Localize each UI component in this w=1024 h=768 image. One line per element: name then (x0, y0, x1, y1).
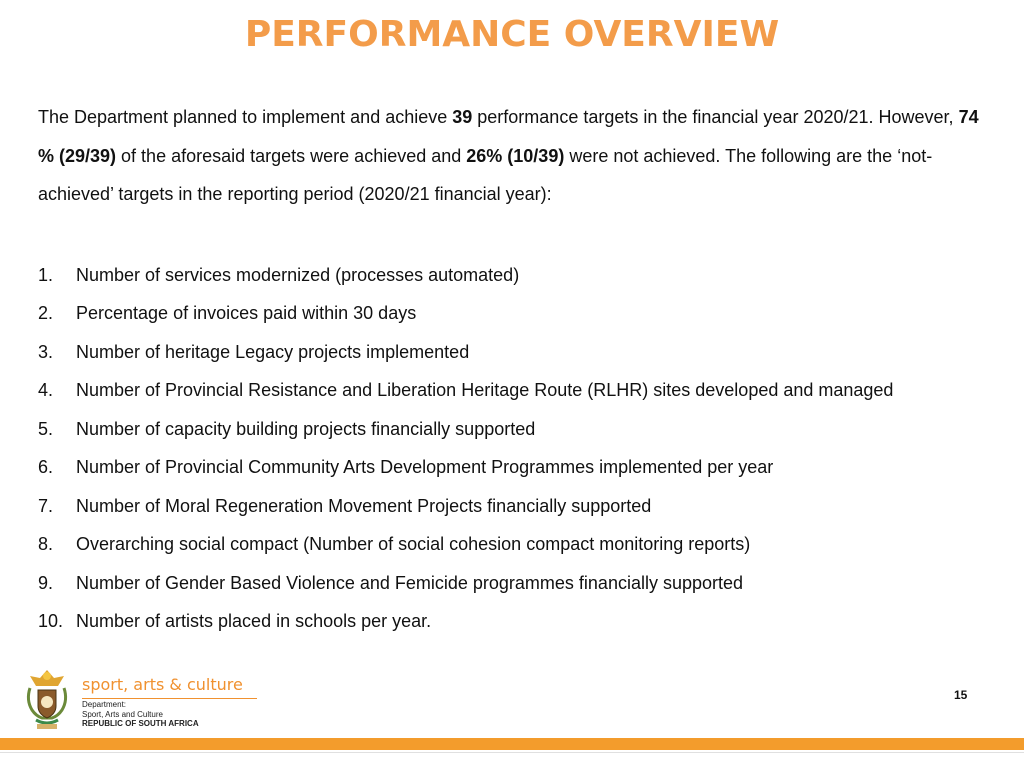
list-item-number: 5. (38, 418, 54, 439)
list-item (38, 487, 998, 526)
footer-accent-bar (0, 738, 1024, 750)
list-item-text: Number of capacity building projects financially supported (76, 418, 536, 439)
list-item (38, 256, 998, 295)
list-item-text: Number of Gender Based Violence and Femicide programmes financially supported (76, 572, 744, 593)
intro-not-achieved-stat: 26% (10/39) (466, 145, 565, 166)
list-item-text: Percentage of invoices paid within 30 days (76, 303, 417, 324)
intro-achieved-stat: 74 % (29/39) (38, 107, 979, 166)
list-item-text: Number of Moral Regeneration Movement Projects financially supported (76, 495, 652, 516)
department-logo (24, 666, 264, 732)
intro-text-4: were not achieved. The following are the ‘not-achieved’ targets in the reporting period (2020/21 financial year): (38, 145, 933, 204)
brand-divider (82, 698, 257, 699)
department-name (82, 700, 199, 729)
list-item-number: 7. (38, 495, 54, 516)
coat-of-arms-icon (24, 666, 70, 732)
list-item-text: Number of heritage Legacy projects implemented (76, 341, 470, 362)
list-item-text: Overarching social compact (Number of social cohesion compact monitoring reports) (76, 534, 751, 555)
list-item-number: 8. (38, 534, 54, 555)
intro-text-3: of the aforesaid targets were achieved and (116, 145, 467, 166)
list-item (38, 410, 998, 449)
list-item-text: Number of Provincial Community Arts Development Programmes implemented per year (76, 457, 774, 478)
footer-divider (0, 752, 1024, 753)
country-name: REPUBLIC OF SOUTH AFRICA (82, 719, 199, 728)
brand-name: sport, arts & culture (82, 675, 243, 694)
list-item (38, 526, 998, 565)
intro-target-count: 39 (452, 107, 473, 127)
intro-text-1: The Department planned to implement and achieve (38, 107, 453, 127)
list-item (38, 603, 998, 642)
dept-line-1: Department: (82, 700, 127, 709)
list-item-text: Number of artists placed in schools per year. (76, 611, 432, 632)
list-item-number: 3. (38, 341, 54, 362)
list-item (38, 564, 998, 603)
slide-title: PERFORMANCE OVERVIEW (244, 14, 780, 55)
list-item-number: 2. (38, 303, 54, 324)
list-item (38, 372, 998, 411)
list-item (38, 449, 998, 488)
list-item-number: 4. (38, 380, 54, 401)
list-item-number: 9. (38, 572, 54, 593)
list-item-text: Number of services modernized (processes automated) (76, 264, 520, 285)
list-item-number: 1. (38, 264, 54, 285)
page-number: 15 (954, 688, 968, 702)
intro-paragraph (38, 98, 988, 214)
not-achieved-targets-list (38, 256, 998, 641)
list-item-number: 6. (38, 457, 54, 478)
list-item-number: 10. (38, 611, 64, 632)
list-item (38, 295, 998, 334)
list-item (38, 333, 998, 372)
dept-line-2: Sport, Arts and Culture (82, 709, 163, 719)
list-item-text: Number of Provincial Resistance and Liberation Heritage Route (RLHR) sites developed and managed (76, 380, 894, 401)
intro-text-2: performance targets in the financial year 2020/21. However, (472, 107, 959, 127)
